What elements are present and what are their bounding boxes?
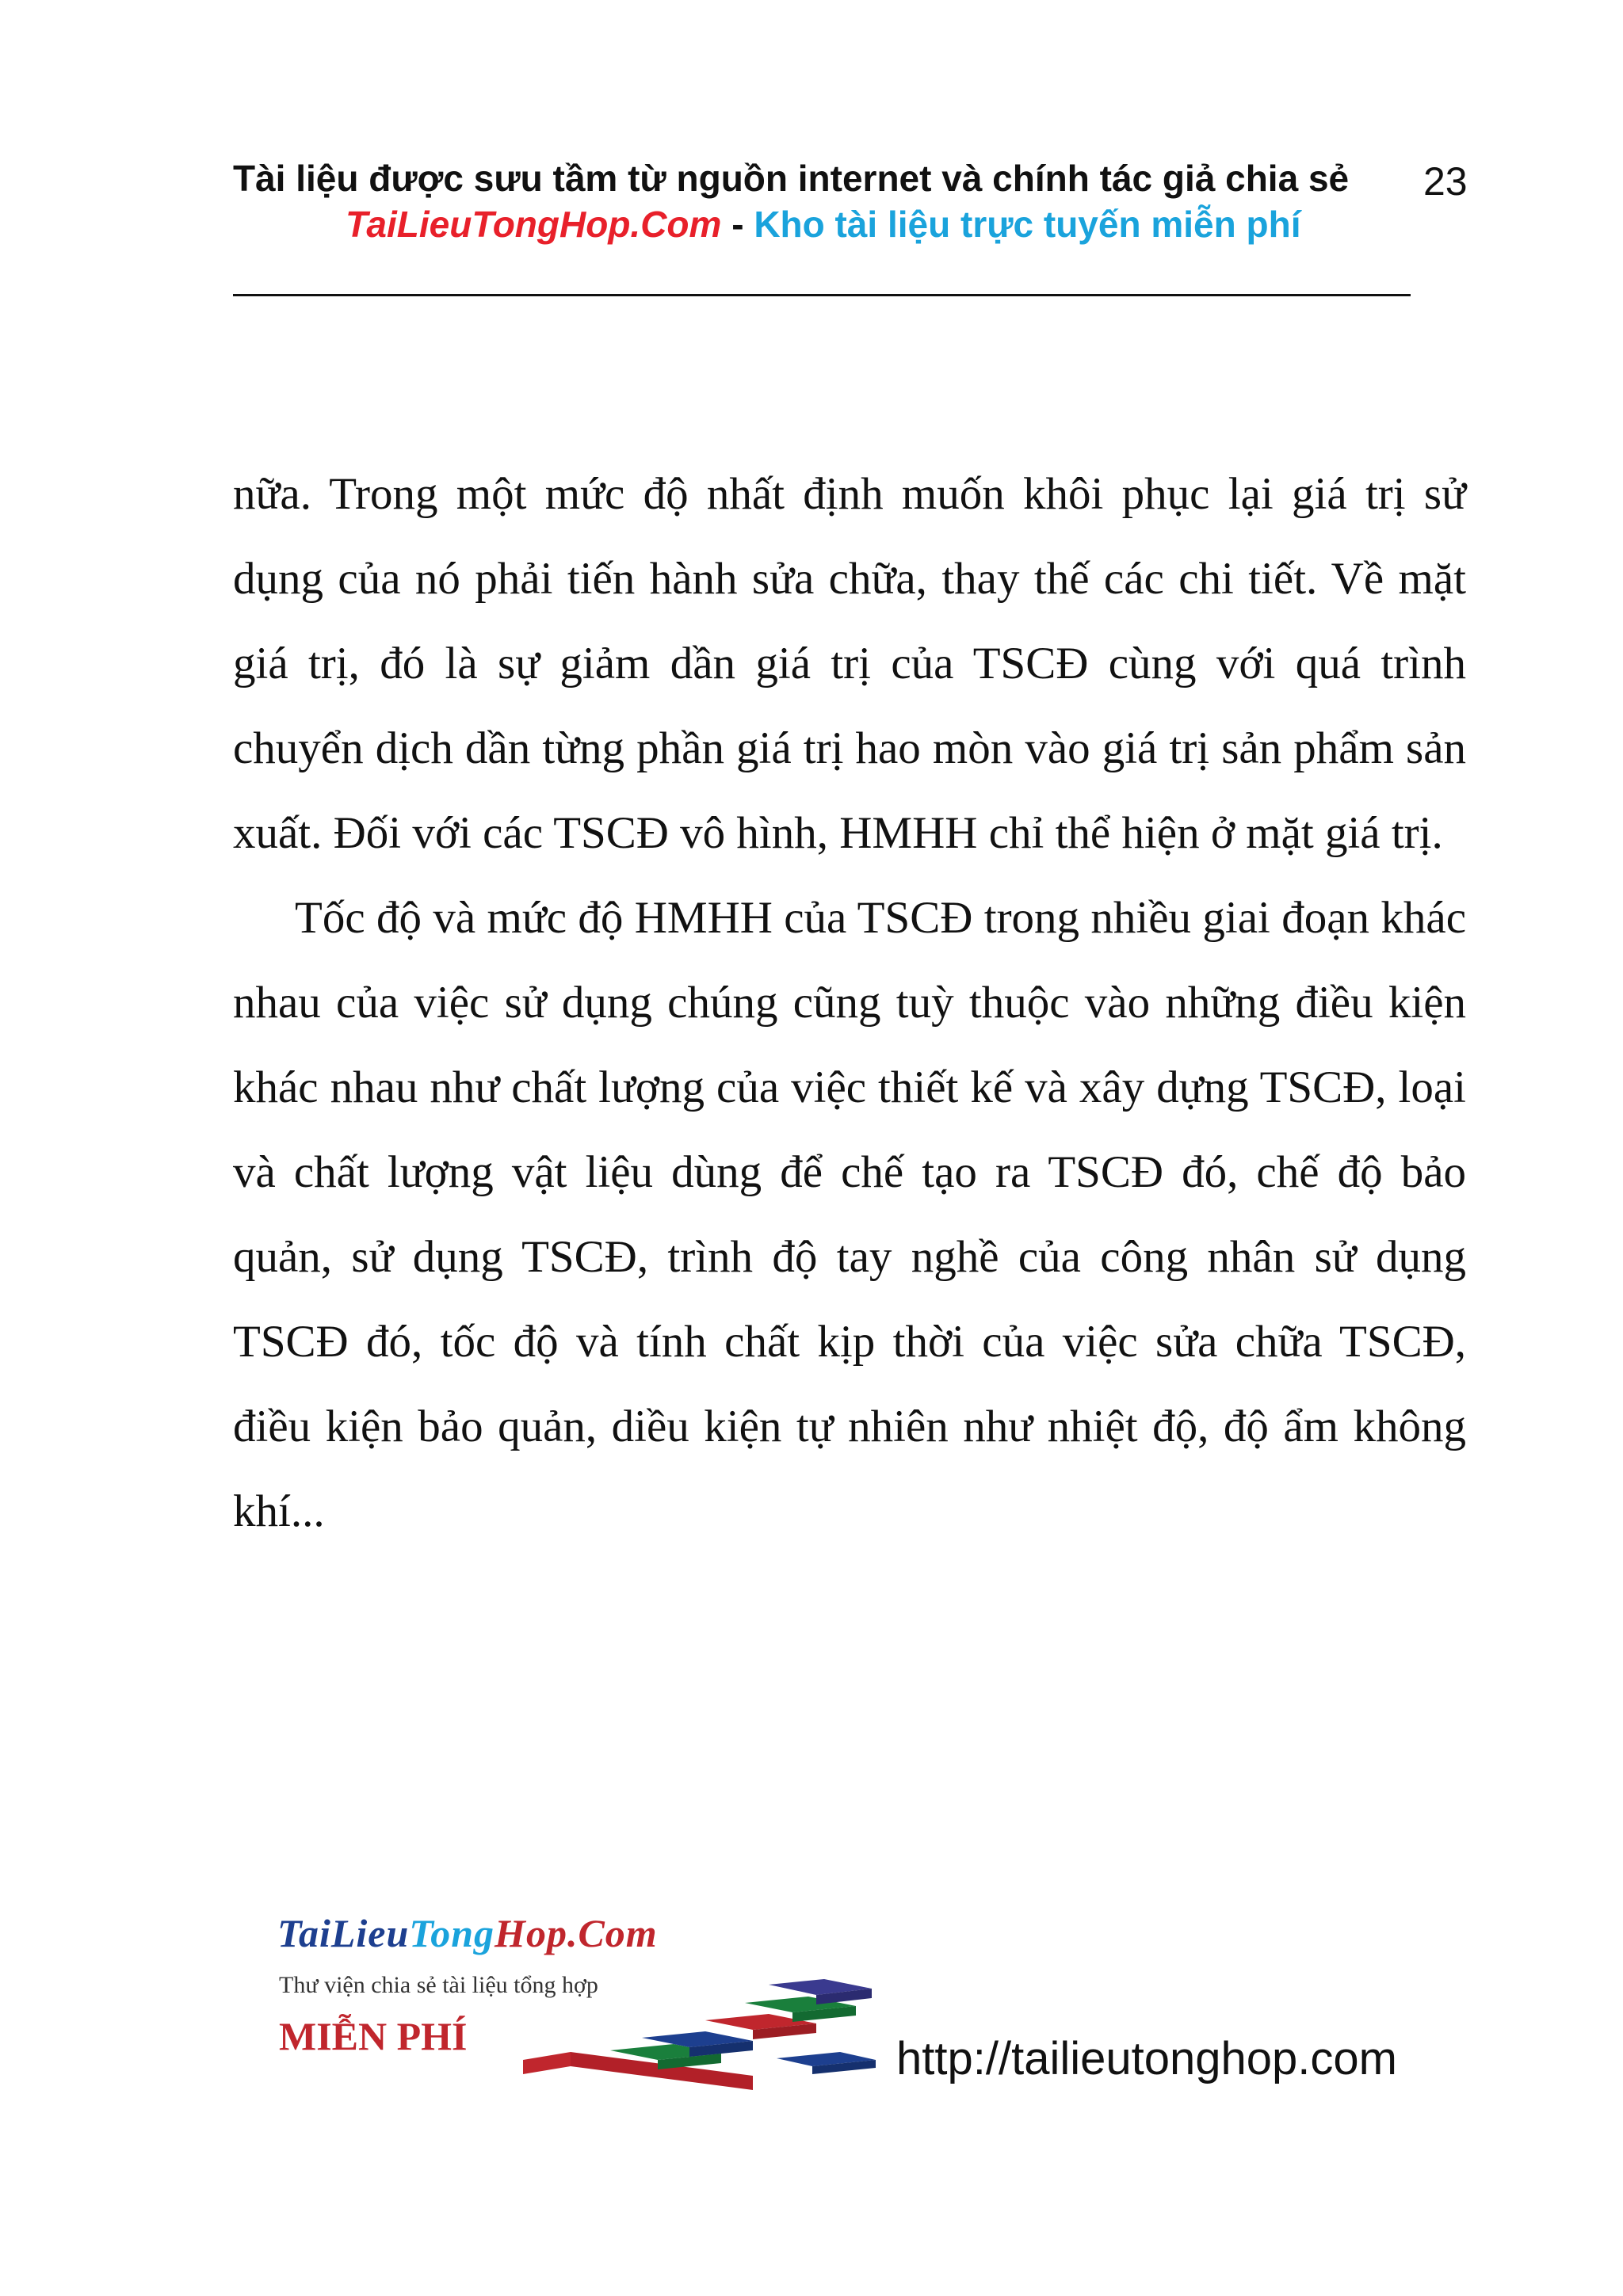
body-text bbox=[233, 452, 1466, 1554]
logo-wordmark-part3: Hop.Com bbox=[495, 1911, 658, 1955]
header-divider bbox=[233, 294, 1411, 296]
header-site-line bbox=[346, 201, 1613, 247]
header-site-name[interactable]: TaiLieuTongHop.Com bbox=[346, 204, 722, 245]
logo-wordmark bbox=[277, 1909, 658, 1957]
header-source-note: Tài liệu được sưu tầm từ nguồn internet và chính tác giả chia sẻ bbox=[233, 158, 1350, 199]
books-stack-icon bbox=[515, 1965, 880, 2100]
logo-wordmark-part2: Tong bbox=[409, 1911, 495, 1955]
site-logo[interactable] bbox=[277, 1909, 880, 2107]
header-tagline: Kho tài liệu trực tuyến miễn phí bbox=[754, 204, 1301, 245]
paragraph-1: nữa. Trong một mức độ nhất định muốn khôi phục lại giá trị sử dụng của nó phải tiến hành sửa chữa, thay thế các chi tiết. Về mặt giá trị, đó là sự giảm dần giá trị của TSCĐ cùng với quá trình chuyển dịch dần từng phần giá trị hao mòn vào giá trị sản phẩm sản xuất. Đối với các TSCĐ vô hình, HMHH chỉ thể hiện ở mặt giá trị. bbox=[233, 469, 1466, 858]
logo-wordmark-part1: TaiLieu bbox=[277, 1911, 410, 1955]
logo-free-label: MIỄN PHÍ bbox=[279, 2014, 468, 2058]
page-number: 23 bbox=[1423, 159, 1468, 204]
paragraph-2: Tốc độ và mức độ HMHH của TSCĐ trong nhiều giai đoạn khác nhau của việc sử dụng chúng cũng tuỳ thuộc vào những điều kiện khác nhau như chất lượng của việc thiết kế và xây dựng TSCĐ, loại và chất lượng vật liệu dùng để chế tạo ra TSCĐ đó, chế độ bảo quản, sử dụng TSCĐ, trình độ tay nghề của công nhân sử dụng TSCĐ đó, tốc độ và tính chất kịp thời của việc sửa chữa TSCĐ, điều kiện bảo quản, diều kiện tự nhiên như nhiệt độ, độ ẩm không khí... bbox=[233, 893, 1466, 1536]
logo-tagline: Thư viện chia sẻ tài liệu tổng hợp bbox=[279, 1972, 598, 1998]
footer-url-link[interactable]: http://tailieutonghop.com bbox=[896, 2033, 1397, 2084]
header-separator: - bbox=[721, 204, 754, 245]
